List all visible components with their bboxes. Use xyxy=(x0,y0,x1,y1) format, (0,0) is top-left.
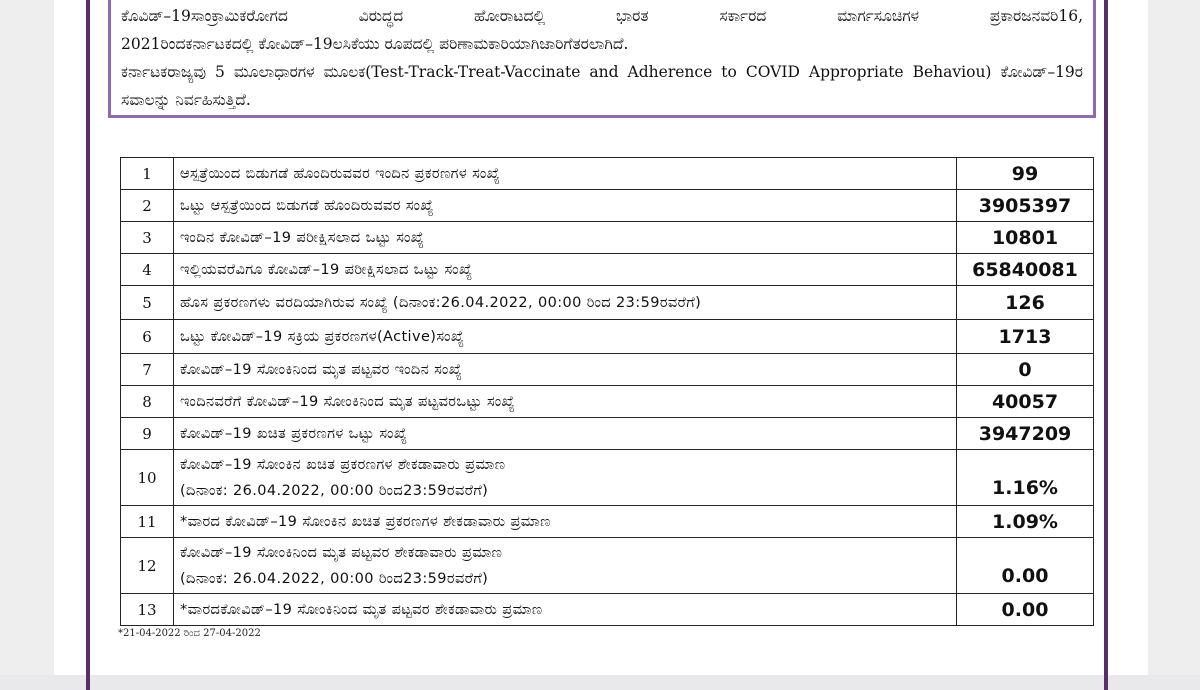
row-number: 12 xyxy=(121,538,174,594)
row-description-line: ಒಟ್ಟು ಕೋವಿಡ್–19 ಸಕ್ರಿಯ ಪ್ರಕರಣಗಳ(Active)ಸಂಖ್ಯೆ xyxy=(180,328,465,345)
notice-line-3: ಕರ್ನಾಟಕರಾಜ್ಯವು 5 ಮೂಲಾಧಾರಗಳ ಮೂಲಕ(Test-Track-Treat-Vaccinate and Adherence to COVID Appropriate Behaviou) ಕೋವಿಡ್–19ರ ಸವಾಲನ್ನು ನಿರ್ವಹಿಸುತ್ತಿದೆ. xyxy=(121,63,1083,109)
table-row xyxy=(121,354,1094,386)
row-description-line: *ವಾರದ ಕೋವಿಡ್–19 ಸೋಂಕಿನ ಖಚಿತ ಪ್ರಕರಣಗಳ ಶೇಕಡಾವಾರು ಪ್ರಮಾಣ xyxy=(180,513,551,530)
row-value: 1.09% xyxy=(957,506,1094,538)
row-value: 10801 xyxy=(957,222,1094,254)
table-row xyxy=(121,190,1094,222)
footnote: *21-04-2022 ರಿಂದ 27-04-2022 xyxy=(118,628,261,639)
row-value: 99 xyxy=(957,158,1094,190)
row-description-line: (ದಿನಾಂಕ: 26.04.2022, 00:00 ರಿಂದ23:59ರವರೆಗೆ) xyxy=(180,570,489,587)
row-value: 1713 xyxy=(957,320,1094,354)
table-row xyxy=(121,594,1094,626)
document-page xyxy=(54,0,1148,675)
table-row xyxy=(121,386,1094,418)
row-description xyxy=(174,222,957,254)
table-row xyxy=(121,254,1094,286)
row-value: 126 xyxy=(957,286,1094,320)
row-value: 40057 xyxy=(957,386,1094,418)
right-margin xyxy=(1148,0,1200,675)
row-value: 65840081 xyxy=(957,254,1094,286)
row-description xyxy=(174,506,957,538)
row-description xyxy=(174,386,957,418)
row-description-line: ಒಟ್ಟು ಆಸ್ಪತ್ರೆಯಿಂದ ಬಿಡುಗಡೆ ಹೊಂದಿರುವವರ ಸಂಖ್ಯೆ xyxy=(180,197,434,214)
row-value: 0.00 xyxy=(957,594,1094,626)
row-description-line: ಕೋವಿಡ್–19 ಖಚಿತ ಪ್ರಕರಣಗಳ ಒಟ್ಟು ಸಂಖ್ಯೆ xyxy=(180,425,408,442)
row-description-line: ಇಂದಿನ ಕೋವಿಡ್–19 ಪರೀಕ್ಷಿಸಲಾದ ಒಟ್ಟು ಸಂಖ್ಯೆ xyxy=(180,229,425,246)
table-row xyxy=(121,158,1094,190)
table-row xyxy=(121,450,1094,506)
row-description-line: ಇಂದಿನವರೆಗೆ ಕೋವಿಡ್–19 ಸೋಂಕಿನಿಂದ ಮೃತ ಪಟ್ಟವರಒಟ್ಟು ಸಂಖ್ಯೆ xyxy=(180,393,516,410)
row-description-line: ಇಲ್ಲಿಯವರೆವಿಗೂ ಕೋವಿಡ್–19 ಪರೀಕ್ಷಿಸಲಾದ ಒಟ್ಟು ಸಂಖ್ಯೆ xyxy=(180,261,473,278)
row-description xyxy=(174,254,957,286)
row-value: 0 xyxy=(957,354,1094,386)
table-row xyxy=(121,506,1094,538)
row-description xyxy=(174,538,957,594)
table-row xyxy=(121,222,1094,254)
row-number: 7 xyxy=(121,354,174,386)
row-number: 13 xyxy=(121,594,174,626)
table-row xyxy=(121,418,1094,450)
left-margin xyxy=(0,0,54,675)
row-number: 8 xyxy=(121,386,174,418)
notice-line-1: ಕೊವಿಡ್–19ಸಾಂಕ್ರಾಮಿಕರೋಗದ ವಿರುದ್ಧದ ಹೋರಾಟದಲ್ಲಿ ಭಾರತ ಸರ್ಕಾರದ ಮಾರ್ಗಸೂಚಿಗಳ ಪ್ರಕಾರಜನವರಿ16, xyxy=(121,7,1083,25)
row-description xyxy=(174,354,957,386)
row-description-line: *ವಾರದಕೋವಿಡ್–19 ಸೋಂಕಿನಿಂದ ಮೃತ ಪಟ್ಟವರ ಶೇಕಡಾವಾರು ಪ್ರಮಾಣ xyxy=(180,601,543,618)
row-description-line: ಆಸ್ಪತ್ರೆಯಿಂದ ಬಿಡುಗಡೆ ಹೊಂದಿರುವವರ ಇಂದಿನ ಪ್ರಕರಣಗಳ ಸಂಖ್ಯೆ xyxy=(180,165,501,182)
row-value: 3947209 xyxy=(957,418,1094,450)
row-description-line: ಕೋವಿಡ್–19 ಸೋಂಕಿನಿಂದ ಮೃತ ಪಟ್ಟವರ ಇಂದಿನ ಸಂಖ್ಯೆ xyxy=(180,361,463,378)
row-description xyxy=(174,594,957,626)
row-number: 3 xyxy=(121,222,174,254)
row-description xyxy=(174,158,957,190)
row-description xyxy=(174,190,957,222)
row-number: 1 xyxy=(121,158,174,190)
bulletin-table xyxy=(120,157,1094,626)
row-description-line: ಹೊಸ ಪ್ರಕರಣಗಳು ವರದಿಯಾಗಿರುವ ಸಂಖ್ಯೆ (ದಿನಾಂಕ:26.04.2022, 00:00 ರಿಂದ 23:59ರವರೆಗೆ) xyxy=(180,294,702,311)
row-description xyxy=(174,286,957,320)
row-description xyxy=(174,450,957,506)
notice-box xyxy=(108,0,1096,118)
row-number: 5 xyxy=(121,286,174,320)
notice-line-2: 2021ರಿಂದಕರ್ನಾಟಕದಲ್ಲಿ ಕೋವಿಡ್–19ಲಸಿಕೆಯು ರೂಪದಲ್ಲಿ ಪರಿಣಾಮಕಾರಿಯಾಗಿಜಾರಿಗೆತರಲಾಗಿದೆ. xyxy=(121,35,629,53)
row-number: 2 xyxy=(121,190,174,222)
row-value: 0.00 xyxy=(957,538,1094,594)
table-row xyxy=(121,538,1094,594)
row-description-line: ಕೋವಿಡ್–19 ಸೋಂಕಿನ ಖಚಿತ ಪ್ರಕರಣಗಳ ಶೇಕಡಾವಾರು ಪ್ರಮಾಣ xyxy=(180,456,506,473)
row-number: 6 xyxy=(121,320,174,354)
row-description-line: (ದಿನಾಂಕ: 26.04.2022, 00:00 ರಿಂದ23:59ರವರೆಗೆ) xyxy=(180,482,489,499)
row-description xyxy=(174,418,957,450)
row-description xyxy=(174,320,957,354)
table-row xyxy=(121,286,1094,320)
row-description-line: ಕೋವಿಡ್–19 ಸೋಂಕಿನಿಂದ ಮೃತ ಪಟ್ಟವರ ಶೇಕಡಾವಾರು ಪ್ರಮಾಣ xyxy=(180,544,503,561)
row-number: 4 xyxy=(121,254,174,286)
row-number: 9 xyxy=(121,418,174,450)
row-number: 10 xyxy=(121,450,174,506)
row-value: 3905397 xyxy=(957,190,1094,222)
table-row xyxy=(121,320,1094,354)
row-value: 1.16% xyxy=(957,450,1094,506)
row-number: 11 xyxy=(121,506,174,538)
